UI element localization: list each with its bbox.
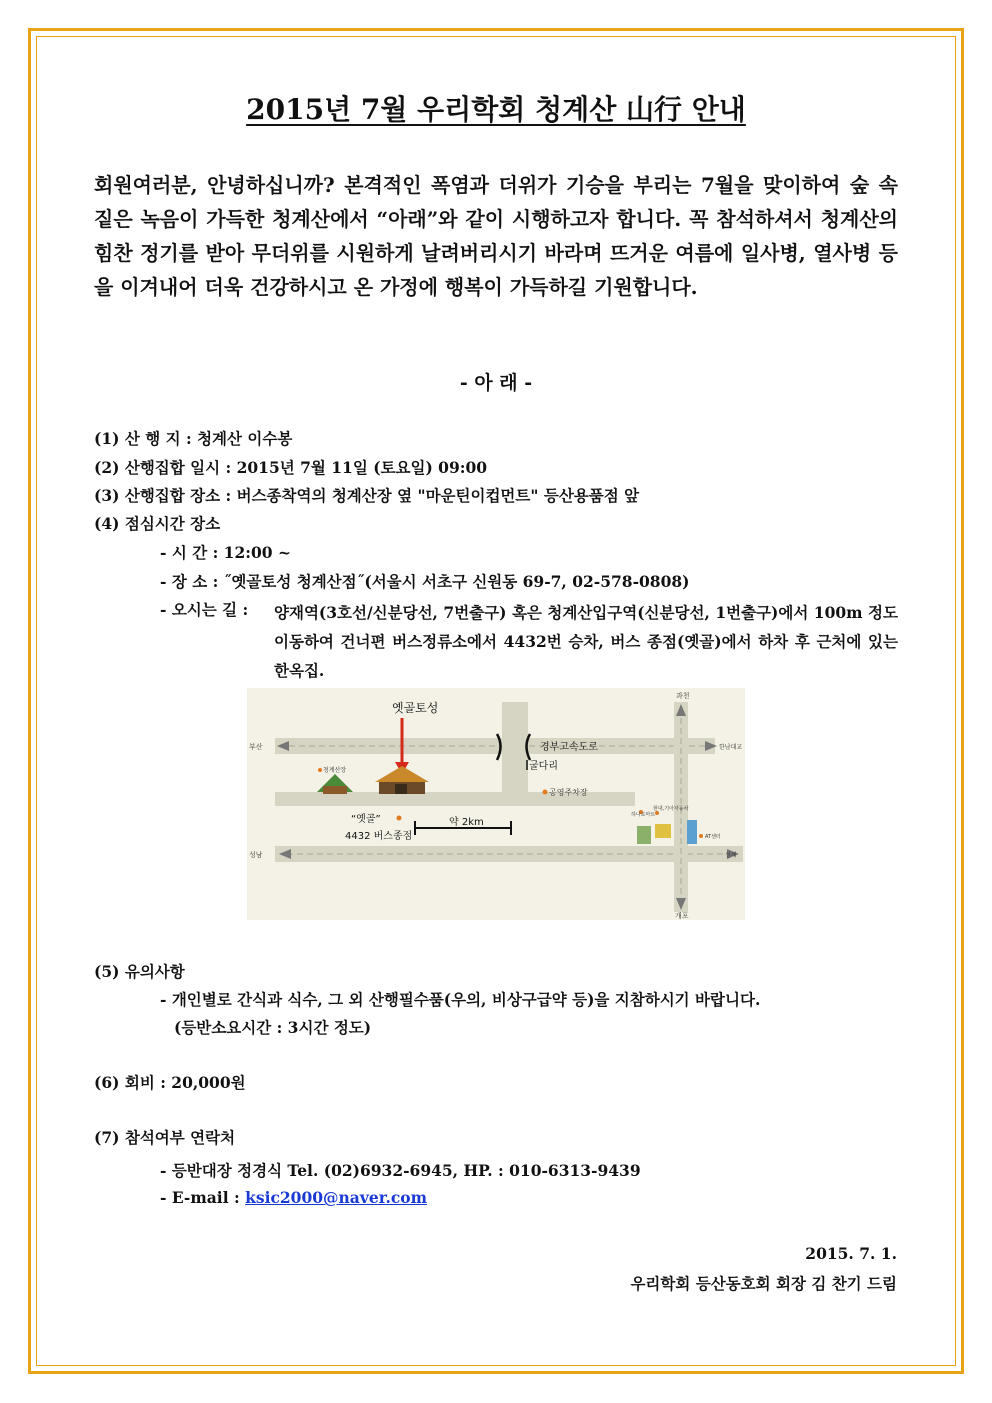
item-meeting-place: (3) 산행집합 장소 : 버스종착역의 청계산장 옆 "마운틴이컵먼트" 등산용품점 앞 [94,486,640,505]
map-label-mart1: 하나로마트 [631,812,656,818]
map-label-seongnam-right: 성재 [725,852,737,859]
map-label-at-center: AT센터 [705,834,721,840]
lunch-route-label: - 오시는 길 : [160,600,249,619]
intro-paragraph: 회원여러분, 안녕하십니까? 본격적인 폭염과 더위가 기승을 부리는 7월을 맞이하여 숲 속 짙은 녹음이 가득한 청계산에서 “아래”와 같이 시행하고자 합니다. 꼭 참석하셔서 청계산의 힘찬 정기를 받아 무더위를 시원하게 날려버리시기 바라며 뜨거운 여름에 일사병, 열사병 등을 이겨내어 더욱 건강하시고 온 가정에 행복이 가득하길 기원합니다. [94,173,898,299]
item-lunch-heading: (4) 점심시간 장소 [94,514,221,533]
lunch-route-text: 양재역(3호선/신분당선, 7번출구) 혹은 청계산입구역(신분당선, 1번출구)에서 100m 정도 이동하여 건너편 버스정류소에서 4432번 승차, 버스 종점(옛골)에서 하차 후 근처에 있는 한옥집. [274,603,898,680]
section-heading: - 아 래 - [459,372,533,394]
notes-line-2: (등반소요시간 : 3시간 정도) [174,1018,372,1037]
signature-date: 2015. 7. 1. [805,1244,897,1263]
lunch-place: - 장 소 : ˝옛골토성 청계산점˝(서울시 서초구 신원동 69-7, 02-578-0808) [160,572,690,591]
notes-line-1: - 개인별로 간식과 식수, 그 외 산행필수품(우의, 비상구급약 등)을 지참하시기 바랍니다. [160,990,761,1009]
map-label-seongnam: 성남 [249,851,263,859]
map-label-hannam: 한남대교 [719,744,743,751]
map-label-busan: 부산 [249,743,263,751]
lunch-time: - 시 간 : 12:00 ~ [160,543,291,562]
center-vertical-road [502,702,528,806]
map-label-distance: 약 2km [449,817,484,828]
map-label-mart2: 현대,기아자동차 [653,806,689,812]
map-label-bus-terminal: 4432 버스종점 [345,831,413,842]
contact-phone: - 등반대장 정경식 Tel. (02)6932-6945, HP. : 010-6313-9439 [160,1161,641,1180]
map-label-parking: 공영주차장 [549,788,588,797]
item-meeting-time: (2) 산행집합 일시 : 2015년 7월 11일 (토요일) 09:00 [94,458,488,477]
location-map [247,688,745,920]
email-link[interactable]: ksic2000@naver.com [245,1188,428,1207]
contact-email-row [160,1188,427,1207]
map-label-gwacheon: 과천 [676,692,690,700]
email-label: - E-mail : [160,1188,240,1207]
map-label-gaepo: 개포 [675,912,689,920]
item-contact-heading: (7) 참석여부 연락처 [94,1128,236,1147]
item-fee: (6) 회비 : 20,000원 [94,1073,246,1092]
item-destination: (1) 산 행 지 : 청계산 이수봉 [94,429,293,448]
item-notes-heading: (5) 유의사항 [94,962,185,981]
map-label-tunnel: 굴다리 [529,761,558,772]
signature-sender: 우리학회 등산동호회 회장 김 찬기 드림 [630,1274,897,1293]
map-label-cheonggye-sanjang: 청계산장 [323,767,347,774]
map-label-yetgol: “옛골” [351,814,381,825]
document-title: 2015년 7월 우리학회 청계산 山行 안내 [246,93,746,126]
map-label-yetgol-toseong: 옛골토성 [392,701,439,715]
map-label-expressway: 경부고속도로 [540,742,598,753]
